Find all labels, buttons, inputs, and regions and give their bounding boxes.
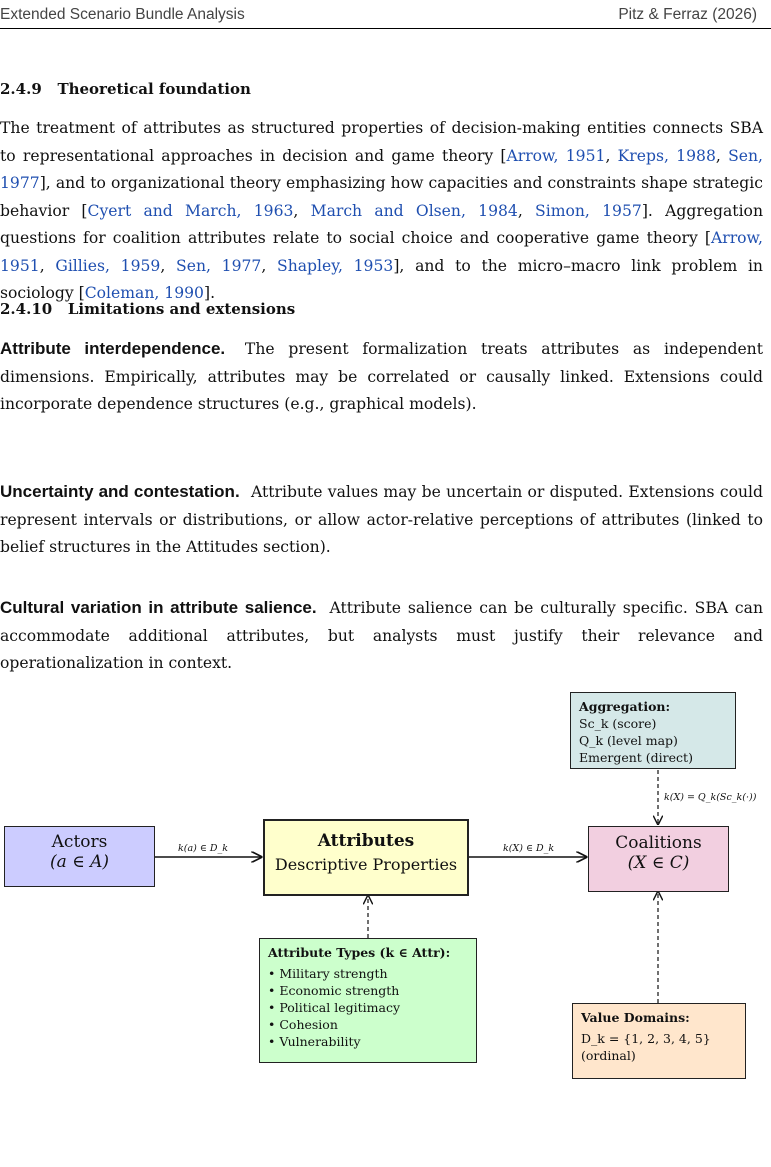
citation-link[interactable]: Arrow, 1951 xyxy=(0,229,763,275)
list-item: D_k = {1, 2, 3, 4, 5} xyxy=(581,1031,711,1046)
node-subtitle: Descriptive Properties xyxy=(274,855,458,874)
list-item: Emergent (direct) xyxy=(579,750,693,765)
limitation-paragraph: Cultural variation in attribute salience. Attribute salience can be culturally specific. SBA can accommodate additional attributes, but analysts must justify their relevance and operationalization in context. xyxy=(0,598,763,672)
list-item: • Military strength xyxy=(268,965,468,982)
citation-link[interactable]: Simon, 1957 xyxy=(535,201,642,220)
list-item: Q_k (level map) xyxy=(579,733,678,748)
citation-link[interactable]: Shapley, 1953 xyxy=(277,256,394,275)
citation-link[interactable]: Gillies, 1959 xyxy=(55,256,161,275)
aggregation-box xyxy=(570,692,736,769)
limitation-paragraph: Uncertainty and contestation. Attribute values may be uncertain or disputed. Extensions could represent intervals or distributions, or allow actor-relative perceptions of attributes (linked to belief structures in the Attitudes section). xyxy=(0,482,763,556)
section-title: Limitations and extensions xyxy=(67,300,296,318)
edge-label: k(a) ∈ D_k xyxy=(178,843,229,854)
list-item: Sc_k (score) xyxy=(579,716,657,731)
node-subtitle: (X ∈ C) xyxy=(627,853,690,873)
list-item: • Political legitimacy xyxy=(268,999,468,1016)
list-item: • Vulnerability xyxy=(268,1033,468,1050)
attributes-node xyxy=(263,819,469,896)
box-title: Value Domains: xyxy=(581,1010,690,1025)
header-title: Extended Scenario Bundle Analysis xyxy=(0,6,245,23)
limitation-paragraph: Attribute interdependence. The present formalization treats attributes as independent dimensions. Empirically, attributes may be correlated or causally linked. Extensions could incorporate dependence structures (e.g., graphical models). xyxy=(0,339,763,413)
header-authors: Pitz & Ferraz (2026) xyxy=(618,6,757,23)
citation-link[interactable]: Coleman, 1990 xyxy=(84,284,204,302)
citation-link[interactable]: Kreps, 1988 xyxy=(617,146,716,165)
list-item: (ordinal) xyxy=(581,1048,636,1063)
citation-link[interactable]: Sen, 1977 xyxy=(176,256,262,275)
paragraph-heading: Cultural variation in attribute salience. xyxy=(0,598,317,617)
node-title: Coalitions xyxy=(615,833,702,853)
node-title: Attributes xyxy=(317,831,415,851)
node-title: Actors xyxy=(51,832,108,852)
edge-label: k(X) ∈ D_k xyxy=(503,843,555,854)
section-title: Theoretical foundation xyxy=(57,80,251,98)
citation-link[interactable]: March and Olsen, 1984 xyxy=(310,201,518,220)
paragraph-heading: Attribute interdependence. xyxy=(0,339,226,358)
coalitions-node xyxy=(588,826,729,892)
section-number: 2.4.9 xyxy=(0,80,42,98)
section-number: 2.4.10 xyxy=(0,300,53,318)
box-title: Attribute Types (k ∈ Attr): xyxy=(268,945,451,960)
paragraph-heading: Uncertainty and contestation. xyxy=(0,482,240,501)
list-item: • Cohesion xyxy=(268,1016,468,1033)
citation-link[interactable]: Cyert and March, 1963 xyxy=(87,201,294,220)
citation-link[interactable]: Sen, 1977 xyxy=(0,146,764,192)
theory-paragraph: The treatment of attributes as structured properties of decision-making entities connects SBA to representational approaches in decision and game theory [Arrow, 1951, Kreps, 1988, Sen, 1977], and to organizational theory emphasizing how capacities and constraints shape strategic behavior [Cyert and March, 1963, March and Olsen, 1984, Simon, 1957]. Aggregation questions for coalition attributes relate to social choice and cooperative game theory [Arrow, 1951, Gillies, 1959, Sen, 1977, Shapley, 1953], and to the micro–macro link problem in sociology [Coleman, 1990]. xyxy=(0,119,764,302)
attribute-types-box xyxy=(259,938,477,1063)
citation-link[interactable]: Arrow, 1951 xyxy=(506,146,606,165)
node-subtitle: (a ∈ A) xyxy=(49,852,110,872)
box-title: Aggregation: xyxy=(579,699,671,714)
actors-node xyxy=(4,826,155,887)
value-domains-box xyxy=(572,1003,746,1079)
attribute-types-list xyxy=(268,965,468,1050)
edge-label: k(X) = Q_k(Sc_k(·)) xyxy=(664,792,757,803)
list-item: • Economic strength xyxy=(268,982,468,999)
